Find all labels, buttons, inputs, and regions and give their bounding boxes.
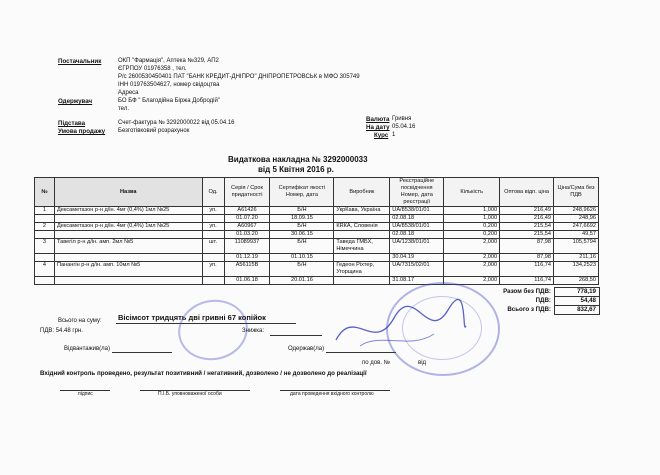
table-row (35, 223, 599, 231)
signature-scribble (330, 296, 470, 356)
total-row-vat (476, 297, 600, 306)
cell-maker: Таведа ГМБХ, Німеччина (334, 239, 390, 254)
cell-name: Панангін р-н д/ін. амп. 10мл №5 (54, 262, 202, 277)
cell-series: А60967 (224, 223, 270, 231)
cell-series: 01.06.18 (224, 277, 270, 285)
total-words: Вісімсот тридцять дві гривні 67 копійок (118, 313, 266, 322)
cell-series: 01.07.20 (224, 215, 270, 223)
cell-reg: UA/1238/01/01 (390, 239, 444, 254)
recipient-name: БО БФ " Благодійна Біржа Добродій" (118, 98, 220, 104)
cell-sum: 105,5794 (554, 239, 599, 254)
cell-maker (334, 215, 390, 223)
sig-caption-date: дата проведення вхідного контролю (290, 391, 374, 397)
cell-maker (334, 231, 390, 239)
total-gross-value: 832,67 (555, 306, 600, 315)
cell-price: 216,49 (500, 215, 554, 223)
cell-n: 4 (35, 262, 55, 277)
col-header-unit: Од. (202, 178, 224, 207)
terms-value: Безготівковий розрахунок (118, 128, 190, 134)
cell-n (35, 254, 55, 262)
cell-qty: 1,000 (444, 207, 500, 215)
total-vat-label: ПДВ: (535, 297, 551, 304)
cell-unit: уп. (202, 223, 224, 231)
received-label: Одержав(ла) (288, 346, 325, 352)
cell-cert: Б/Н (270, 207, 334, 215)
cell-unit: уп. (202, 262, 224, 277)
cell-price: 216,49 (500, 207, 554, 215)
document-title: Видаткова накладна № 3292000033 (228, 155, 368, 164)
cell-unit: шт. (202, 239, 224, 254)
cell-price: 87,98 (500, 239, 554, 254)
date-value: 05.04.16 (392, 124, 416, 130)
cell-maker (334, 254, 390, 262)
col-header-reg: Реєстраційне посвідчення Номер, дата реєстрації (390, 178, 444, 207)
cell-reg: 31.08.17 (390, 277, 444, 285)
cell-n: 1 (35, 207, 55, 215)
cell-cert: 01.10.15 (270, 254, 334, 262)
total-words-label: Всього на суму: (58, 318, 102, 324)
released-label: Відвантажив(ла) (64, 346, 111, 352)
table-row (35, 215, 599, 223)
sig-caption-signature: підпис (78, 391, 93, 397)
cell-cert: Б/Н (270, 223, 334, 231)
cell-cert: 20.01.16 (270, 277, 334, 285)
col-header-qty: Кількість (444, 178, 500, 207)
cell-sum: 248,96 (554, 215, 599, 223)
cell-unit (202, 277, 224, 285)
cell-series: 01.12.19 (224, 254, 270, 262)
cell-qty: 2,000 (444, 254, 500, 262)
document-date: від 5 Квітня 2016 р. (258, 165, 334, 174)
cell-sum: 248,9626 (554, 207, 599, 215)
cell-reg: UA/7315/02/01 (390, 262, 444, 277)
table-header-row (35, 178, 599, 207)
cell-name (54, 254, 202, 262)
currency-value: Гривня (392, 116, 412, 122)
released-sig-line (112, 352, 172, 353)
sig-caption-name: П.І.Б. уповноваженої особи (158, 391, 222, 397)
supplier-inn: ІНН 019763504627, номер свідоцтва (118, 82, 220, 88)
rate-value: 1 (392, 132, 396, 138)
table-row (35, 239, 599, 254)
cell-cert: Б/Н (270, 239, 334, 254)
recipient-label: Одержувач (58, 98, 93, 105)
cell-n: 2 (35, 223, 55, 231)
col-header-cert: Сертифікат якості Номер, дата (270, 178, 334, 207)
cell-series: А56115В (224, 262, 270, 277)
table-row (35, 231, 599, 239)
supplier-account: Р/с 2600530450401 ПАТ "БАНК КРЕДИТ-ДНІПРО" ДНІПРОПЕТРОВСЬК в МФО 305749 (118, 74, 360, 80)
cell-name: Тавегіл р-н д/ін. амп. 2мл №5 (54, 239, 202, 254)
cell-unit (202, 231, 224, 239)
cell-reg: UA/8538/01/01 (390, 207, 444, 215)
currency-label: Валюта (366, 116, 390, 123)
cell-price: 87,98 (500, 254, 554, 262)
cell-reg: 02.08.18 (390, 231, 444, 239)
cell-n (35, 277, 55, 285)
cell-n (35, 231, 55, 239)
col-header-series: Серія / Срок придатності (224, 178, 270, 207)
cell-qty: 2,000 (444, 277, 500, 285)
cell-cert: 30.06.15 (270, 231, 334, 239)
incoming-control-text: Вхідний контроль проведено, результат позитивний / негативний, дозволено / не дозволено до реалізації (40, 370, 367, 377)
cell-maker: УкрКава, Україна (334, 207, 390, 215)
rate-label: Курс (374, 132, 389, 139)
recipient-phone: тел. (118, 106, 129, 112)
cell-qty: 2,000 (444, 239, 500, 254)
cell-series: 11089937 (224, 239, 270, 254)
supplier-address: Адреса (118, 90, 139, 96)
items-table (34, 177, 599, 285)
cell-series: 01.03.20 (224, 231, 270, 239)
cell-n (35, 215, 55, 223)
table-body (35, 207, 599, 285)
poa-label: по дов. № (362, 360, 391, 366)
table-row (35, 254, 599, 262)
discount-line (270, 335, 322, 336)
date-label: На дату (366, 124, 390, 131)
table-row (35, 207, 599, 215)
supplier-egrpou: ЄГРПОУ 01976358 , тел. (118, 66, 187, 72)
supplier-label: Постачальник (58, 58, 102, 65)
col-header-maker: Виробник (334, 178, 390, 207)
cell-sum: 134,2523 (554, 262, 599, 277)
total-row-net (476, 288, 600, 297)
cell-unit: уп. (202, 207, 224, 215)
cell-sum: 247,6692 (554, 223, 599, 231)
terms-label: Умова продажу (58, 128, 106, 135)
cell-price: 215,54 (500, 231, 554, 239)
col-header-num: № (35, 178, 55, 207)
cell-name (54, 277, 202, 285)
cell-cert: Б/Н (270, 262, 334, 277)
cell-maker: Гедеон Ріхтер, Угорщина (334, 262, 390, 277)
cell-sum: 268,50 (554, 277, 599, 285)
cell-maker: КRКА, Словенія (334, 223, 390, 231)
basis-value: Счет-фактура № 3292000022 від 05.04.16 (118, 120, 235, 126)
total-net-label: Разом без ПДВ: (503, 288, 551, 295)
cell-qty: 2,000 (444, 262, 500, 277)
cell-cert: 18.09.15 (270, 215, 334, 223)
cell-name (54, 231, 202, 239)
discount-label: Знижка: (242, 328, 265, 334)
supplier-name: ОКП "Фармація", Аптека №329, АП2 (118, 58, 219, 64)
table-row (35, 262, 599, 277)
cell-price: 215,54 (500, 223, 554, 231)
cell-name: Дексаметазон р-н д/ін. 4мг (0,4%) 1мл №25 (54, 223, 202, 231)
cell-series: А61426 (224, 207, 270, 215)
from-label: від (418, 360, 427, 366)
total-vat-value: 54,48 (555, 297, 600, 306)
cell-n: 3 (35, 239, 55, 254)
cell-name: Дексаметазон р-н д/ін. 4мг (0,4%) 1мл №25 (54, 207, 202, 215)
col-header-sum: Ціна/Сума без ПДВ (554, 178, 599, 207)
cell-sum: 49,57 (554, 231, 599, 239)
cell-price: 116,74 (500, 262, 554, 277)
vat-text: ПДВ: 54.48 грн. (40, 328, 83, 334)
cell-unit (202, 254, 224, 262)
total-net-value: 778,19 (555, 288, 600, 297)
cell-qty: 0,200 (444, 223, 500, 231)
cell-reg: UA/8538/01/01 (390, 223, 444, 231)
cell-qty: 0,200 (444, 231, 500, 239)
cell-maker (334, 277, 390, 285)
cell-price: 116,74 (500, 277, 554, 285)
cell-name (54, 215, 202, 223)
col-header-name: Назва (54, 178, 202, 207)
total-gross-label: Всього з ПДВ: (507, 306, 551, 313)
pharmacy-stamp (173, 293, 254, 366)
col-header-price: Оптова відп. ціна (500, 178, 554, 207)
cell-qty: 1,000 (444, 215, 500, 223)
basis-label: Підстава (58, 120, 86, 127)
table-row (35, 277, 599, 285)
cell-unit (202, 215, 224, 223)
cell-reg: 30.04.19 (390, 254, 444, 262)
cell-reg: 02.08.18 (390, 215, 444, 223)
cell-sum: 211,16 (554, 254, 599, 262)
